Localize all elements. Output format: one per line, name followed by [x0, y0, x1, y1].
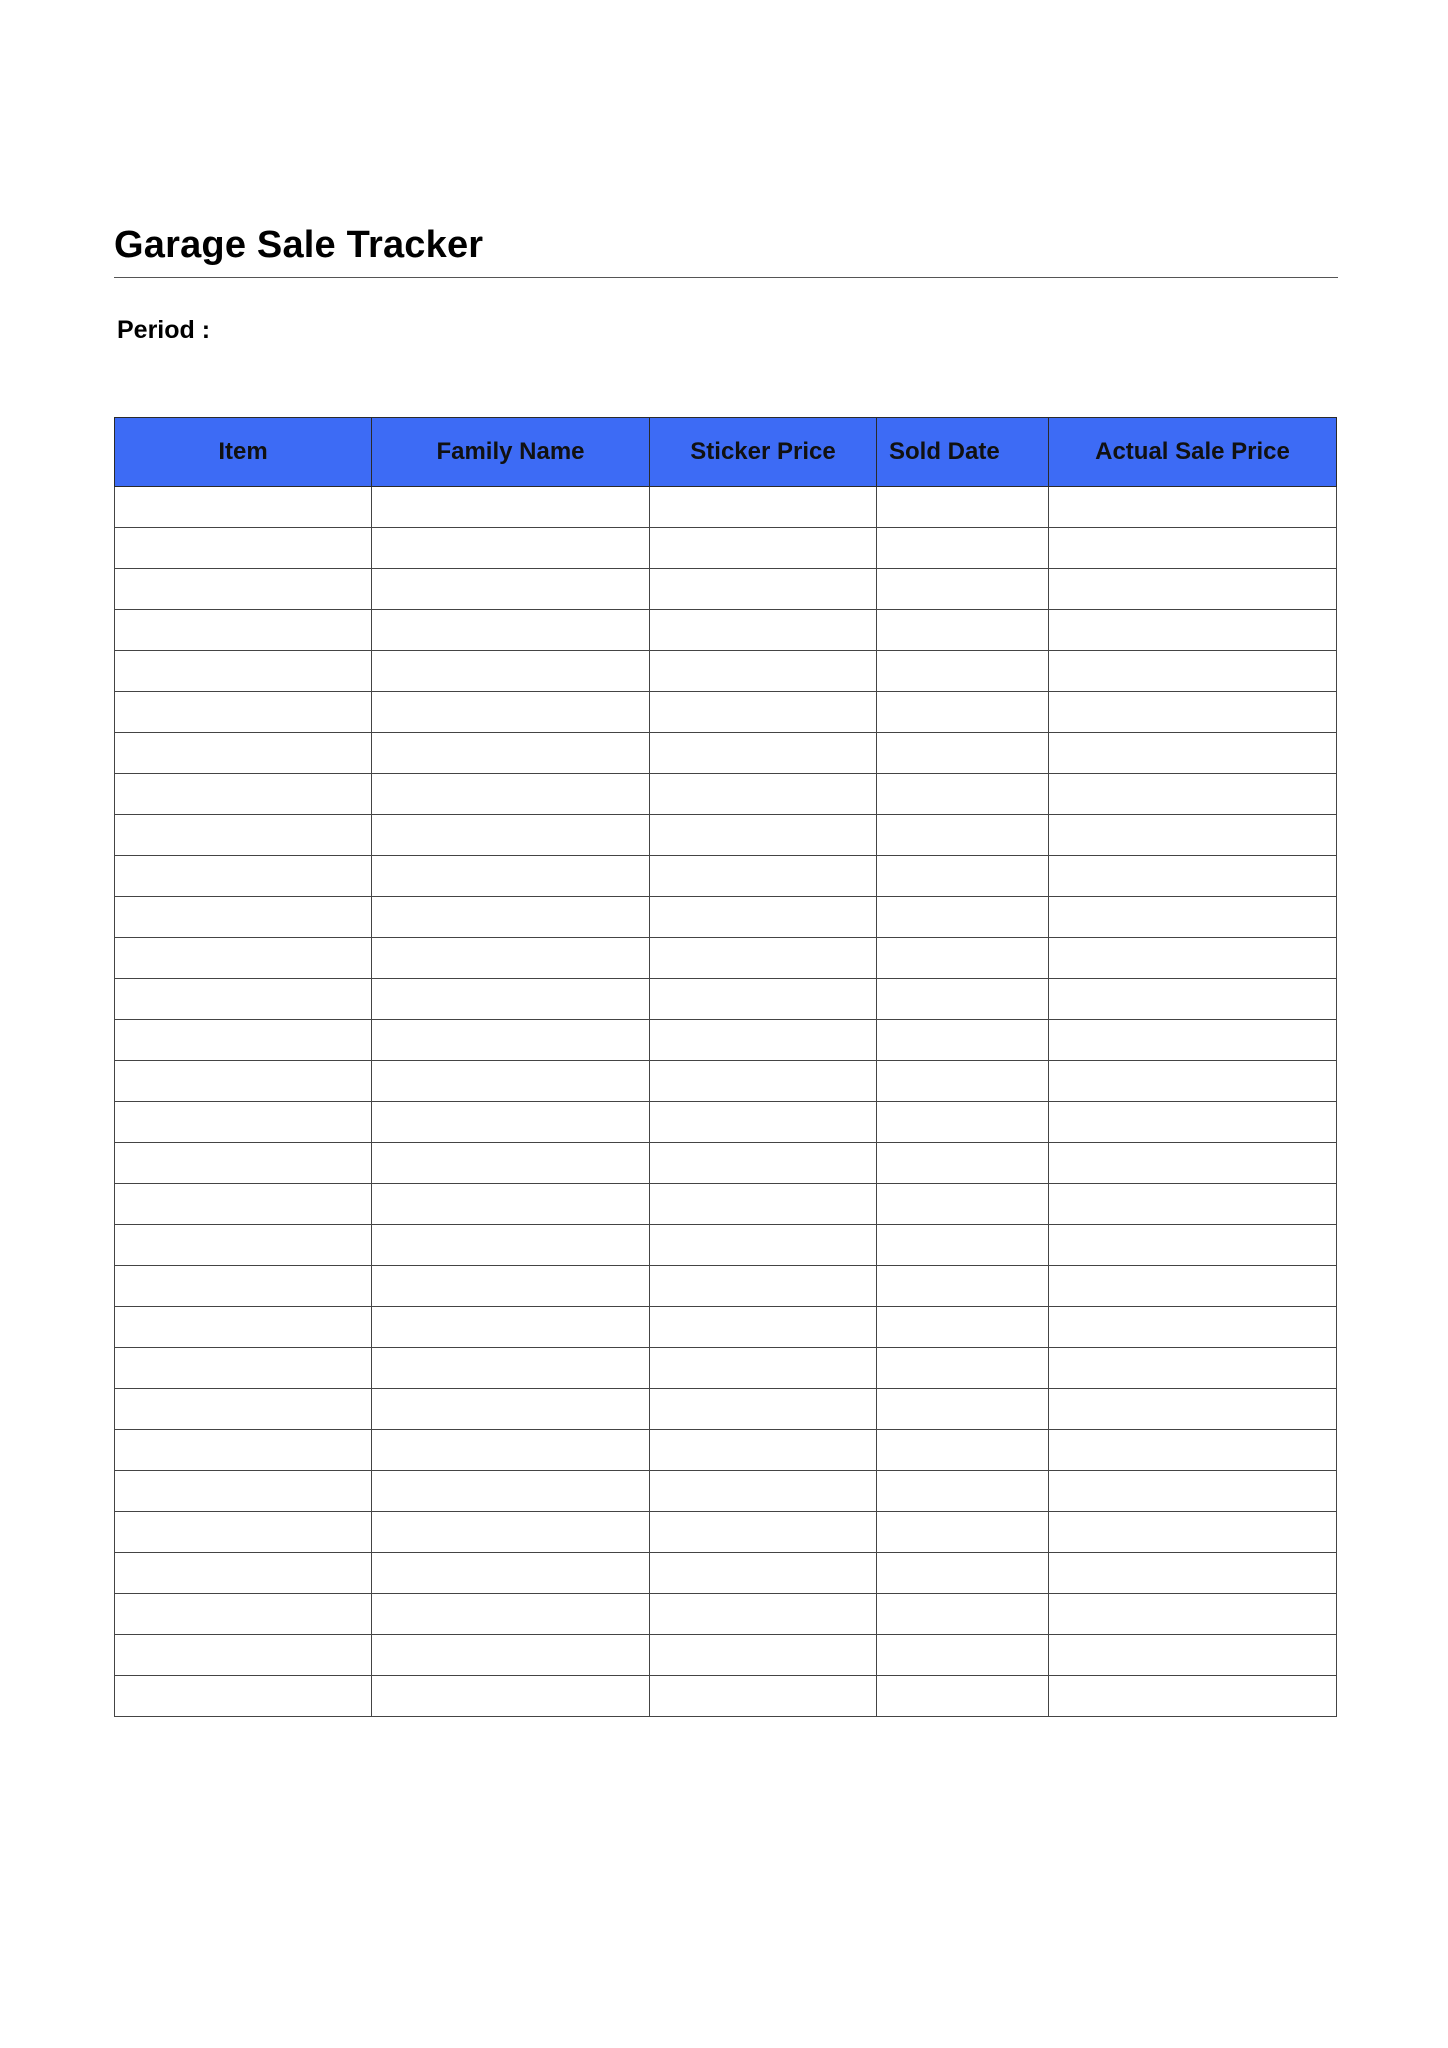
- cell-actual-sale-price[interactable]: [1049, 815, 1337, 856]
- cell-sticker-price[interactable]: [650, 1348, 877, 1389]
- cell-sold-date[interactable]: [877, 1348, 1049, 1389]
- cell-sticker-price[interactable]: [650, 692, 877, 733]
- cell-sticker-price[interactable]: [650, 733, 877, 774]
- cell-actual-sale-price[interactable]: [1049, 1020, 1337, 1061]
- cell-sticker-price[interactable]: [650, 1512, 877, 1553]
- cell-sticker-price[interactable]: [650, 1020, 877, 1061]
- cell-family-name[interactable]: [372, 651, 650, 692]
- table-row: [115, 1389, 1337, 1430]
- cell-actual-sale-price[interactable]: [1049, 1512, 1337, 1553]
- table-row: [115, 487, 1337, 528]
- cell-sold-date[interactable]: [877, 815, 1049, 856]
- period-label: Period :: [117, 316, 211, 344]
- cell-sticker-price[interactable]: [650, 938, 877, 979]
- cell-family-name[interactable]: [372, 733, 650, 774]
- cell-family-name[interactable]: [372, 1184, 650, 1225]
- cell-sticker-price[interactable]: [650, 610, 877, 651]
- cell-actual-sale-price[interactable]: [1049, 1471, 1337, 1512]
- cell-family-name[interactable]: [372, 1471, 650, 1512]
- cell-actual-sale-price[interactable]: [1049, 1553, 1337, 1594]
- cell-family-name[interactable]: [372, 610, 650, 651]
- cell-item[interactable]: [115, 815, 372, 856]
- cell-sold-date[interactable]: [877, 1266, 1049, 1307]
- title-divider: [114, 277, 1338, 278]
- cell-sold-date[interactable]: [877, 1512, 1049, 1553]
- table-row: [115, 938, 1337, 979]
- table-row: [115, 979, 1337, 1020]
- cell-family-name[interactable]: [372, 1389, 650, 1430]
- table-row: [115, 1553, 1337, 1594]
- cell-actual-sale-price[interactable]: [1049, 569, 1337, 610]
- cell-sticker-price[interactable]: [650, 1184, 877, 1225]
- cell-sold-date[interactable]: [877, 938, 1049, 979]
- column-header-item: Item: [115, 418, 372, 487]
- cell-sold-date[interactable]: [877, 1676, 1049, 1717]
- cell-actual-sale-price[interactable]: [1049, 897, 1337, 938]
- tracker-table: [114, 417, 1337, 1717]
- cell-sold-date[interactable]: [877, 856, 1049, 897]
- cell-sold-date[interactable]: [877, 1307, 1049, 1348]
- table-row: [115, 1594, 1337, 1635]
- cell-sticker-price[interactable]: [650, 1266, 877, 1307]
- cell-sold-date[interactable]: [877, 528, 1049, 569]
- cell-sold-date[interactable]: [877, 1389, 1049, 1430]
- cell-actual-sale-price[interactable]: [1049, 487, 1337, 528]
- cell-sold-date[interactable]: [877, 1471, 1049, 1512]
- cell-family-name[interactable]: [372, 856, 650, 897]
- cell-item[interactable]: [115, 1266, 372, 1307]
- table-row: [115, 774, 1337, 815]
- cell-actual-sale-price[interactable]: [1049, 1430, 1337, 1471]
- cell-sticker-price[interactable]: [650, 774, 877, 815]
- cell-sticker-price[interactable]: [650, 528, 877, 569]
- cell-family-name[interactable]: [372, 1512, 650, 1553]
- cell-sold-date[interactable]: [877, 1102, 1049, 1143]
- cell-family-name[interactable]: [372, 1020, 650, 1061]
- table-row: [115, 1102, 1337, 1143]
- cell-family-name[interactable]: [372, 897, 650, 938]
- cell-family-name[interactable]: [372, 1102, 650, 1143]
- table-row: [115, 692, 1337, 733]
- cell-sold-date[interactable]: [877, 692, 1049, 733]
- column-header-sticker-price: Sticker Price: [650, 418, 877, 487]
- cell-item[interactable]: [115, 1430, 372, 1471]
- cell-family-name[interactable]: [372, 979, 650, 1020]
- cell-item[interactable]: [115, 1389, 372, 1430]
- cell-sold-date[interactable]: [877, 610, 1049, 651]
- cell-item[interactable]: [115, 897, 372, 938]
- cell-family-name[interactable]: [372, 528, 650, 569]
- cell-family-name[interactable]: [372, 1635, 650, 1676]
- cell-family-name[interactable]: [372, 487, 650, 528]
- cell-sticker-price[interactable]: [650, 651, 877, 692]
- cell-actual-sale-price[interactable]: [1049, 1307, 1337, 1348]
- cell-family-name[interactable]: [372, 938, 650, 979]
- cell-sticker-price[interactable]: [650, 856, 877, 897]
- cell-actual-sale-price[interactable]: [1049, 1594, 1337, 1635]
- cell-family-name[interactable]: [372, 774, 650, 815]
- cell-item[interactable]: [115, 1225, 372, 1266]
- cell-item[interactable]: [115, 1512, 372, 1553]
- cell-item[interactable]: [115, 569, 372, 610]
- cell-actual-sale-price[interactable]: [1049, 1225, 1337, 1266]
- table-header-row: [115, 418, 1337, 487]
- cell-item[interactable]: [115, 487, 372, 528]
- table-row: [115, 1635, 1337, 1676]
- cell-actual-sale-price[interactable]: [1049, 528, 1337, 569]
- table-row: [115, 733, 1337, 774]
- cell-sold-date[interactable]: [877, 1184, 1049, 1225]
- cell-sticker-price[interactable]: [650, 1471, 877, 1512]
- cell-family-name[interactable]: [372, 692, 650, 733]
- cell-item[interactable]: [115, 1102, 372, 1143]
- cell-sold-date[interactable]: [877, 897, 1049, 938]
- cell-sticker-price[interactable]: [650, 1676, 877, 1717]
- cell-sticker-price[interactable]: [650, 1061, 877, 1102]
- cell-sticker-price[interactable]: [650, 1102, 877, 1143]
- cell-item[interactable]: [115, 1020, 372, 1061]
- cell-actual-sale-price[interactable]: [1049, 774, 1337, 815]
- cell-sticker-price[interactable]: [650, 1389, 877, 1430]
- cell-item[interactable]: [115, 979, 372, 1020]
- cell-family-name[interactable]: [372, 1348, 650, 1389]
- cell-family-name[interactable]: [372, 1430, 650, 1471]
- cell-actual-sale-price[interactable]: [1049, 1348, 1337, 1389]
- cell-sticker-price[interactable]: [650, 1635, 877, 1676]
- table-row: [115, 569, 1337, 610]
- cell-item[interactable]: [115, 1143, 372, 1184]
- cell-actual-sale-price[interactable]: [1049, 1676, 1337, 1717]
- cell-item[interactable]: [115, 1553, 372, 1594]
- table-row: [115, 1307, 1337, 1348]
- cell-sold-date[interactable]: [877, 1143, 1049, 1184]
- cell-sticker-price[interactable]: [650, 1307, 877, 1348]
- cell-item[interactable]: [115, 856, 372, 897]
- cell-sticker-price[interactable]: [650, 1225, 877, 1266]
- cell-family-name[interactable]: [372, 1225, 650, 1266]
- cell-family-name[interactable]: [372, 1594, 650, 1635]
- cell-actual-sale-price[interactable]: [1049, 692, 1337, 733]
- table-row: [115, 1020, 1337, 1061]
- cell-family-name[interactable]: [372, 1061, 650, 1102]
- cell-sticker-price[interactable]: [650, 1553, 877, 1594]
- cell-sticker-price[interactable]: [650, 979, 877, 1020]
- cell-sold-date[interactable]: [877, 1635, 1049, 1676]
- cell-sticker-price[interactable]: [650, 1430, 877, 1471]
- table-row: [115, 1266, 1337, 1307]
- cell-item[interactable]: [115, 528, 372, 569]
- cell-actual-sale-price[interactable]: [1049, 1184, 1337, 1225]
- column-header-actual-sale-price: Actual Sale Price: [1049, 418, 1337, 487]
- cell-actual-sale-price[interactable]: [1049, 856, 1337, 897]
- cell-sold-date[interactable]: [877, 1225, 1049, 1266]
- cell-item[interactable]: [115, 610, 372, 651]
- cell-actual-sale-price[interactable]: [1049, 1389, 1337, 1430]
- table-row: [115, 610, 1337, 651]
- cell-actual-sale-price[interactable]: [1049, 1061, 1337, 1102]
- cell-family-name[interactable]: [372, 1676, 650, 1717]
- table-row: [115, 1512, 1337, 1553]
- cell-sticker-price[interactable]: [650, 1143, 877, 1184]
- cell-family-name[interactable]: [372, 815, 650, 856]
- cell-sticker-price[interactable]: [650, 487, 877, 528]
- cell-item[interactable]: [115, 938, 372, 979]
- cell-actual-sale-price[interactable]: [1049, 651, 1337, 692]
- cell-sold-date[interactable]: [877, 1430, 1049, 1471]
- table-body: [115, 487, 1337, 1717]
- table-row: [115, 1184, 1337, 1225]
- cell-item[interactable]: [115, 1307, 372, 1348]
- cell-item[interactable]: [115, 1635, 372, 1676]
- cell-sold-date[interactable]: [877, 733, 1049, 774]
- table-row: [115, 1471, 1337, 1512]
- cell-sold-date[interactable]: [877, 651, 1049, 692]
- table-row: [115, 1348, 1337, 1389]
- cell-sticker-price[interactable]: [650, 1594, 877, 1635]
- table-row: [115, 528, 1337, 569]
- table-row: [115, 815, 1337, 856]
- table-row: [115, 1225, 1337, 1266]
- cell-sold-date[interactable]: [877, 1061, 1049, 1102]
- table-row: [115, 897, 1337, 938]
- table-row: [115, 651, 1337, 692]
- table-row: [115, 856, 1337, 897]
- cell-item[interactable]: [115, 1184, 372, 1225]
- cell-sold-date[interactable]: [877, 774, 1049, 815]
- document-title: Garage Sale Tracker: [114, 224, 484, 266]
- table-row: [115, 1430, 1337, 1471]
- cell-item[interactable]: [115, 1676, 372, 1717]
- cell-sticker-price[interactable]: [650, 569, 877, 610]
- table-row: [115, 1143, 1337, 1184]
- cell-item[interactable]: [115, 774, 372, 815]
- cell-actual-sale-price[interactable]: [1049, 938, 1337, 979]
- cell-actual-sale-price[interactable]: [1049, 979, 1337, 1020]
- column-header-family-name: Family Name: [372, 418, 650, 487]
- cell-item[interactable]: [115, 1594, 372, 1635]
- cell-sold-date[interactable]: [877, 1553, 1049, 1594]
- cell-item[interactable]: [115, 1348, 372, 1389]
- cell-actual-sale-price[interactable]: [1049, 1102, 1337, 1143]
- cell-family-name[interactable]: [372, 1143, 650, 1184]
- cell-family-name[interactable]: [372, 1553, 650, 1594]
- cell-item[interactable]: [115, 1471, 372, 1512]
- cell-sold-date[interactable]: [877, 1594, 1049, 1635]
- cell-sticker-price[interactable]: [650, 897, 877, 938]
- cell-sold-date[interactable]: [877, 979, 1049, 1020]
- cell-sold-date[interactable]: [877, 1020, 1049, 1061]
- cell-actual-sale-price[interactable]: [1049, 733, 1337, 774]
- table-row: [115, 1676, 1337, 1717]
- cell-family-name[interactable]: [372, 1307, 650, 1348]
- column-header-sold-date: Sold Date: [877, 418, 1049, 487]
- cell-family-name[interactable]: [372, 1266, 650, 1307]
- cell-family-name[interactable]: [372, 569, 650, 610]
- cell-item[interactable]: [115, 1061, 372, 1102]
- cell-sticker-price[interactable]: [650, 815, 877, 856]
- period-field: [117, 314, 518, 346]
- cell-actual-sale-price[interactable]: [1049, 610, 1337, 651]
- cell-item[interactable]: [115, 733, 372, 774]
- cell-item[interactable]: [115, 651, 372, 692]
- cell-actual-sale-price[interactable]: [1049, 1143, 1337, 1184]
- cell-sold-date[interactable]: [877, 569, 1049, 610]
- table-row: [115, 1061, 1337, 1102]
- cell-actual-sale-price[interactable]: [1049, 1635, 1337, 1676]
- cell-sold-date[interactable]: [877, 487, 1049, 528]
- cell-actual-sale-price[interactable]: [1049, 1266, 1337, 1307]
- cell-item[interactable]: [115, 692, 372, 733]
